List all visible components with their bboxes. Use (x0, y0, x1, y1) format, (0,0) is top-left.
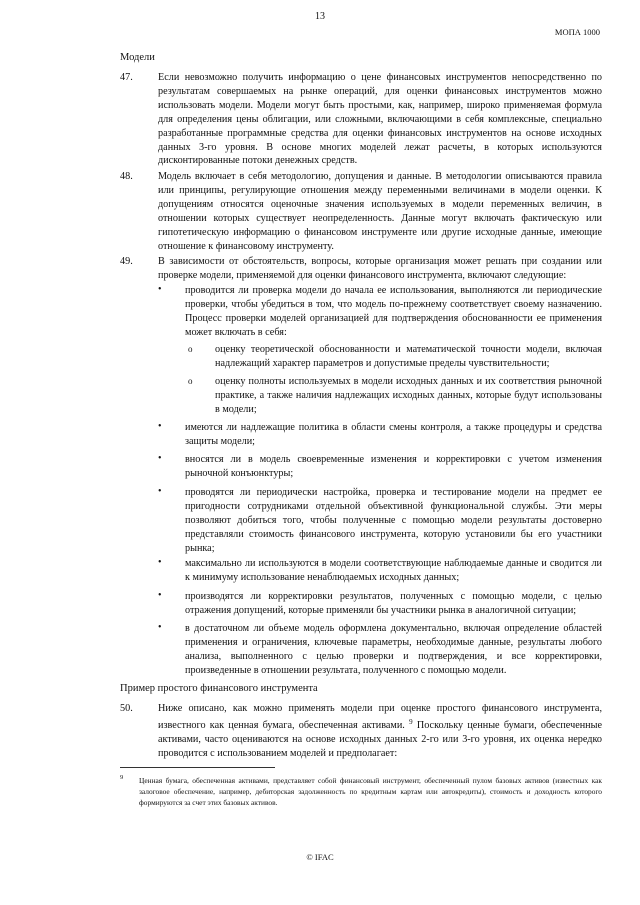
sub-bullet-item (188, 343, 602, 371)
paragraph-text (158, 702, 602, 761)
bullet-marker: • (158, 421, 162, 432)
bullet-text: максимально ли используются в модели соответствующие наблюдаемые данные и сводится ли к минимуму использование ненаблюдаемых исходных данных; (185, 558, 602, 583)
bullet-item (158, 453, 602, 481)
bullet-item (158, 284, 602, 340)
paragraph-50 (120, 702, 602, 761)
bullet-text: в достаточном ли объеме модель оформлена документально, включая определение областей применения и ограничения, ключевые параметры, необходимые данные, результаты любого анализа, выполненного с целью проверки и подтверждения, и все корректировки, произведенные в отношении результата, полученного с помощью модели. (185, 623, 602, 676)
paragraph-number: 48. (120, 171, 133, 182)
bullet-text: вносятся ли в модель своевременные изменения и корректировки с учетом изменения рыночной конъюнктуры; (185, 454, 602, 479)
sub-bullet-marker: o (188, 376, 193, 386)
paragraph-47 (120, 71, 602, 168)
bullet-text: производятся ли корректировки результатов, полученных с помощью модели, с целью отражения допущений, которые применяли бы участники рынка в аналогичной ситуации; (185, 591, 602, 616)
footnote-divider (120, 767, 275, 768)
example-title: Пример простого финансового инструмента (120, 683, 318, 694)
bullet-marker: • (158, 557, 162, 568)
footnote-reference[interactable]: 9 (409, 717, 413, 726)
paragraph-text: Модель включает в себя методологию, допущения и данные. В методологии описываются правила или принципы, регулирующие отношения между переменными величинами в модели оценки. К допущениям относятся оценочные значения используемых в модели переменных величин, в отношении которых существует неопределенность. Данные могут включать фактическую или гипотетическую информацию о финансовом инструменте или другие исходные данные, имеющие отношение к финансовому инструменту. (158, 171, 602, 252)
bullet-text: проводится ли проверка модели до начала ее использования, выполняются ли периодические проверки, чтобы убедиться в том, что модель по-прежнему соответствует своему назначению. Процесс проверки моделей организацией для подтверждения обоснованности ее применения может включать в себя: (185, 285, 602, 338)
bullet-text: имеются ли надлежащие политика в области смены контроля, а также процедуры и средства защиты модели; (185, 422, 602, 447)
section-title: Модели (120, 52, 155, 63)
paragraph-number: 47. (120, 72, 133, 83)
sub-bullet-item (188, 375, 602, 417)
footnote-number: 9 (120, 774, 124, 781)
bullet-marker: • (158, 590, 162, 601)
bullet-item (158, 622, 602, 678)
bullet-marker: • (158, 453, 162, 464)
footnote-text: Ценная бумага, обеспеченная активами, представляет собой финансовый инструмент, обеспеченный пулом базовых активов (известных как залоговое обеспечение, например, дебиторская задолженность по кредитным картам или автокредиты), стоимость и доходность которого формируются за счет этих базовых активов. (139, 776, 602, 807)
bullet-text: проводятся ли периодически настройка, проверка и тестирование модели на предмет ее пригодности сотрудниками отдельной объективной функциональной службы. Эти меры позволяют добиться того, чтобы полученные с помощью модели результаты достоверно представляли стоимость финансового инструмента, которую установили бы его участники рынка; (185, 487, 602, 554)
bullet-marker: • (158, 622, 162, 633)
paragraph-text-part: Ниже описано, как можно применять модели при оценке простого финансового инструмента, известного как ценная бумага, обеспеченная активами. (158, 703, 602, 731)
sub-bullet-text: оценку полноты используемых в модели исходных данных и их соответствия рыночной практике, а также наличия надлежащих исходных данных, которые будут использованы в модели; (215, 376, 602, 415)
bullet-item (158, 421, 602, 449)
bullet-marker: • (158, 284, 162, 295)
bullet-item (158, 590, 602, 618)
bullet-item (158, 486, 602, 556)
paragraph-number: 50. (120, 703, 133, 714)
page-number: 13 (315, 11, 325, 22)
document-code: МОПА 1000 (554, 27, 600, 37)
footnote (120, 775, 602, 808)
sub-bullet-marker: o (188, 344, 193, 354)
page-footer: © IFAC (306, 852, 334, 862)
bullet-item (158, 557, 602, 585)
paragraph-text: В зависимости от обстоятельств, вопросы, которые организация может решать при создании или проверке модели, применяемой для оценки финансового инструмента, включают следующие: (158, 256, 602, 281)
paragraph-49 (120, 255, 602, 283)
paragraph-text: Если невозможно получить информацию о цене финансовых инструментов непосредственно по результатам совершаемых на рынке операций, для оценки финансовых инструментов можно использовать модели. Модели могут быть простыми, как, например, широко применяемая формула для определения цены облигации, или сложными, включающими в себя комплексные, специально разработанные программные средства для оценки финансовых инструментов на основе исходных данных 3-го уровня. В основе многих моделей лежат расчеты, в которых используются дисконтированные потоки денежных средств. (158, 72, 602, 167)
paragraph-text-part: Поскольку ценные бумаги, обеспеченные активами, часто оцениваются на основе исходных данных 2-го или 3-го уровня, их оценка нередко проводится с использованием моделей и предполагает: (158, 719, 602, 759)
sub-bullet-text: оценку теоретической обоснованности и математической точности модели, включая надлежащий характер параметров и допустимые пределы чувствительности; (215, 344, 602, 369)
paragraph-48 (120, 170, 602, 253)
bullet-marker: • (158, 486, 162, 497)
paragraph-number: 49. (120, 256, 133, 267)
